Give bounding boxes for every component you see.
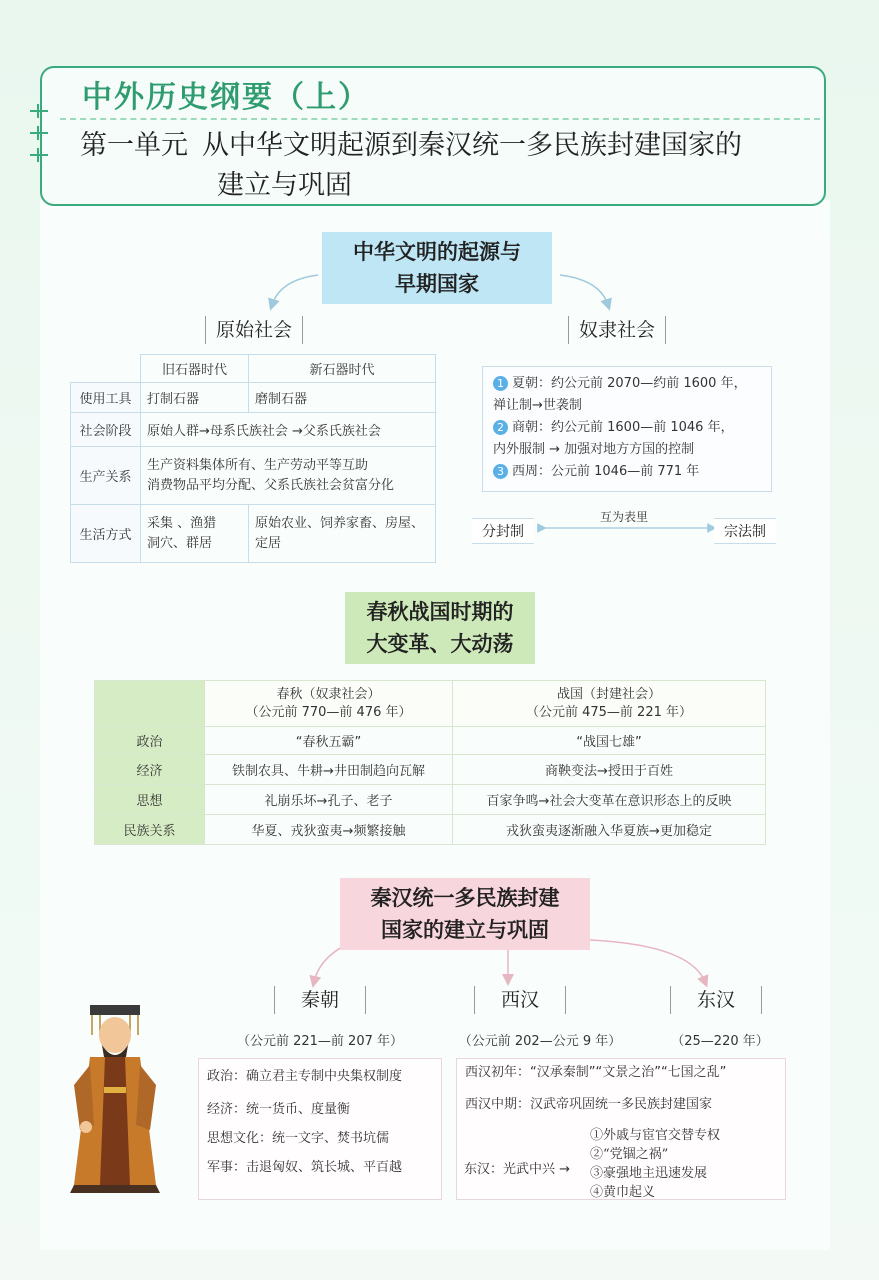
- col-header-old: 旧石器时代: [141, 355, 249, 383]
- table-row: [71, 383, 436, 413]
- cell: “春秋五霸”: [205, 727, 453, 755]
- donghan-label: 东汉: [670, 986, 762, 1014]
- item-text: 商朝：约公元前 1600—前 1046 年，: [512, 420, 734, 435]
- list-item: 政治：确立君主专制中央集权制度: [207, 1069, 403, 1084]
- section2-heading: [345, 592, 535, 664]
- cell-line: 原始农业、饲养家畜、房屋、: [255, 515, 425, 531]
- unit-label: 第一单元: [80, 130, 188, 161]
- spring-autumn-warring-states-table: [94, 680, 766, 845]
- cell: 礼崩乐坏→孔子、老子: [205, 785, 453, 815]
- cell-line: 消费物品平均分配、父系氏族社会贫富分化: [147, 477, 395, 493]
- list-item: 军事：击退匈奴、筑长城、平百越: [207, 1160, 403, 1175]
- row-label: 社会阶段: [71, 413, 141, 447]
- unit-title-line2: 建立与巩固: [217, 170, 352, 201]
- col-period: （公元前 770—前 476 年）: [245, 704, 412, 720]
- table-row: [95, 785, 766, 815]
- table-row: [95, 727, 766, 755]
- row-label: 生产关系: [71, 447, 141, 505]
- table-row: [71, 413, 436, 447]
- list-item: 经济：统一货币、度量衡: [207, 1102, 351, 1117]
- unit-title-line1: 从中华文明起源到秦汉统一多民族封建国家的: [202, 130, 742, 161]
- cell: 磨制石器: [249, 383, 436, 413]
- cell: [141, 505, 249, 563]
- row-label: 使用工具: [71, 383, 141, 413]
- list-item: [493, 417, 761, 439]
- list-item-cont: 内外服制 → 加强对地方方国的控制: [493, 442, 695, 457]
- section3-heading: [340, 878, 590, 950]
- section1-heading-line1: 中华文明的起源与: [353, 240, 521, 264]
- section3-heading-line2: 国家的建立与巩固: [381, 918, 549, 942]
- item-text: 夏朝：约公元前 2070—约前 1600 年，: [512, 376, 747, 391]
- cell: “战国七雄”: [453, 727, 766, 755]
- qin-label: 秦朝: [274, 986, 366, 1014]
- cell: 原始人群→母系氏族社会 →父系氏族社会: [141, 413, 436, 447]
- corner-cell: [71, 355, 141, 383]
- table-row: [71, 447, 436, 505]
- qin-emperor-illustration: [60, 995, 170, 1195]
- list-item: 思想文化：统一文字、焚书坑儒: [207, 1131, 390, 1146]
- section1-heading-line2: 早期国家: [395, 272, 479, 296]
- slave-society-box: [482, 366, 772, 492]
- number-badge: 1: [493, 376, 508, 391]
- cell: 百家争鸣→社会大变革在意识形态上的反映: [453, 785, 766, 815]
- list-item: ②“党锢之祸”: [590, 1147, 669, 1162]
- col-header-chunqiu: [205, 681, 453, 727]
- section2-heading-line1: 春秋战国时期的: [366, 600, 514, 624]
- list-item: 西汉初年：“汉承秦制”“文景之治”“七国之乱”: [465, 1065, 727, 1080]
- slave-society-label: 奴隶社会: [568, 316, 666, 344]
- primitive-society-label: 原始社会: [205, 316, 303, 344]
- row-label: 经济: [95, 755, 205, 785]
- section3-heading-line1: 秦汉统一多民族封建: [370, 886, 560, 910]
- section2-heading-line2: 大变革、大动荡: [366, 632, 514, 656]
- list-item: 西汉中期：汉武帝巩固统一多民族封建国家: [465, 1097, 713, 1112]
- row-label: 思想: [95, 785, 205, 815]
- cell: 商鞅变法→授田于百姓: [453, 755, 766, 785]
- fenfeng-system-label: 分封制: [472, 518, 534, 544]
- cell-line: 生产资料集体所有、生产劳动平等互助: [147, 457, 369, 473]
- cell: 华夏、戎狄蛮夷→频繁接触: [205, 815, 453, 845]
- table-row: [95, 815, 766, 845]
- col-header-zhanguo: [453, 681, 766, 727]
- cell-line: 洞穴、群居: [147, 535, 213, 551]
- corner-cell: [95, 681, 205, 727]
- col-title: 战国（封建社会）: [556, 686, 661, 702]
- list-item: [493, 373, 761, 395]
- cell-line: 定居: [255, 535, 282, 551]
- row-label: 民族关系: [95, 815, 205, 845]
- col-period: （公元前 475—前 221 年）: [525, 704, 693, 720]
- zongfa-system-label: 宗法制: [714, 518, 776, 544]
- list-item-cont: 禅让制→世袭制: [493, 398, 582, 413]
- donghan-period: （25—220 年）: [671, 1034, 769, 1049]
- col-header-new: 新石器时代: [249, 355, 436, 383]
- cell: 铁制农具、牛耕→井田制趋向瓦解: [205, 755, 453, 785]
- list-item: [493, 461, 761, 483]
- primitive-society-table: [70, 354, 436, 563]
- cell: 打制石器: [141, 383, 249, 413]
- donghan-start: 东汉：光武中兴 →: [464, 1162, 571, 1177]
- table-row: [95, 755, 766, 785]
- list-item: ③豪强地主迅速发展: [590, 1166, 708, 1181]
- cell-line: 采集 、渔猎: [147, 515, 217, 531]
- item-text: 西周：公元前 1046—前 771 年: [512, 464, 700, 479]
- row-label: 政治: [95, 727, 205, 755]
- xihan-label: 西汉: [474, 986, 566, 1014]
- row-label: 生活方式: [71, 505, 141, 563]
- relation-label: 互为表里: [600, 510, 649, 524]
- table-header-row: [71, 355, 436, 383]
- book-title: 中外历史纲要（上）: [82, 80, 370, 115]
- list-item: ①外戚与宦官交替专权: [590, 1128, 721, 1143]
- table-header-row: [95, 681, 766, 727]
- cell: [141, 447, 436, 505]
- cell: [249, 505, 436, 563]
- cell: 戎狄蛮夷逐渐融入华夏族→更加稳定: [453, 815, 766, 845]
- table-row: [71, 505, 436, 563]
- number-badge: 3: [493, 464, 508, 479]
- number-badge: 2: [493, 420, 508, 435]
- qin-period: （公元前 221—前 207 年）: [236, 1034, 404, 1049]
- donghan-events: [590, 1126, 720, 1202]
- xihan-period: （公元前 202—公元 9 年）: [458, 1034, 622, 1049]
- list-item: ④黄巾起义: [590, 1185, 656, 1200]
- col-title: 春秋（奴隶社会）: [276, 686, 381, 702]
- section1-heading: [322, 232, 552, 304]
- qin-policies-box: [198, 1058, 442, 1200]
